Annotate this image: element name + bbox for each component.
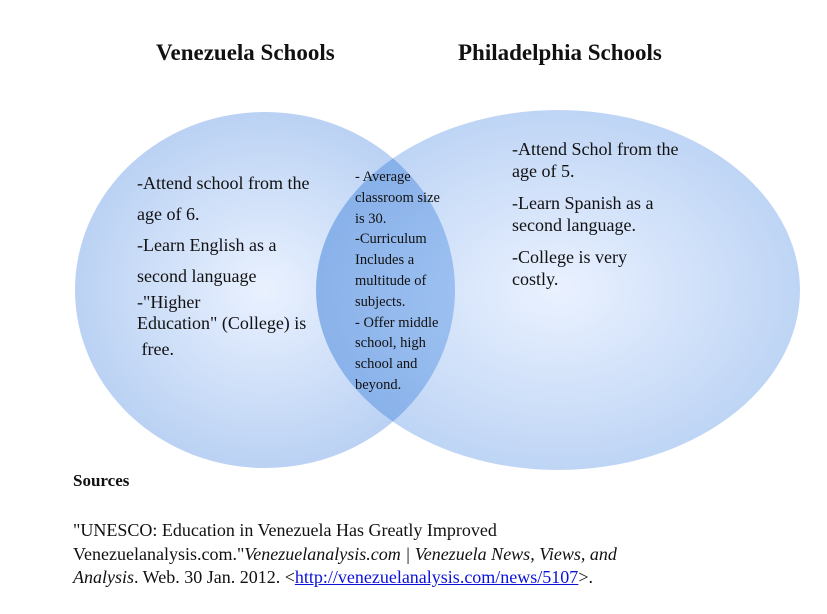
text-line: is 30. [355, 210, 387, 227]
venezuela-only-text [137, 168, 309, 365]
text-line: age of 6. [137, 204, 200, 224]
text-line: subjects. [355, 293, 406, 310]
citation-publication: Analysis [73, 567, 134, 587]
text-line: -College is very [512, 247, 627, 267]
text-line: Includes a [355, 252, 415, 269]
text-line: Education" (College) is [137, 313, 307, 333]
text-line: -"Higher [137, 292, 201, 312]
citation-line [73, 566, 617, 590]
text-line: -Attend school from the [137, 173, 310, 193]
text-line: -Attend Schol from the [512, 139, 679, 159]
text-line: -Learn Spanish as a [512, 193, 654, 213]
text-line: second language [137, 266, 257, 286]
text-line: school and [355, 356, 418, 373]
citation-publication: Venezuelanalysis.com | Venezuela News, Views, and [244, 543, 617, 564]
philadelphia-schools-title: Philadelphia Schools [458, 40, 662, 65]
text-line: second language. [512, 215, 636, 235]
text-line: -Learn English as a [137, 235, 277, 255]
text-line: beyond. [355, 376, 402, 393]
text-line: - Average [355, 169, 411, 185]
source-link[interactable]: http://venezuelanalysis.com/news/5107 [294, 567, 579, 587]
citation-text: . Web. 30 Jan. 2012. < [134, 567, 295, 587]
text-line: multitude of [355, 272, 427, 289]
overlap-text [355, 167, 440, 396]
citation-text: Venezuelanalysis.com." [73, 543, 245, 564]
text-line: classroom size [355, 189, 440, 206]
text-line: school, high [355, 335, 426, 352]
text-line: free. [137, 339, 174, 359]
text-line: costly. [512, 269, 559, 289]
citation [73, 519, 617, 590]
text-line: - Offer middle [355, 314, 439, 331]
venezuela-schools-title: Venezuela Schools [156, 40, 335, 65]
text-line: age of 5. [512, 161, 575, 181]
citation-line: "UNESCO: Education in Venezuela Has Greatly Improved [73, 520, 497, 540]
text-line: -Curriculum [355, 231, 427, 248]
citation-text: >. [578, 567, 593, 587]
citation-line [73, 543, 617, 567]
philadelphia-only-text [512, 138, 678, 290]
sources-heading: Sources [73, 471, 130, 490]
